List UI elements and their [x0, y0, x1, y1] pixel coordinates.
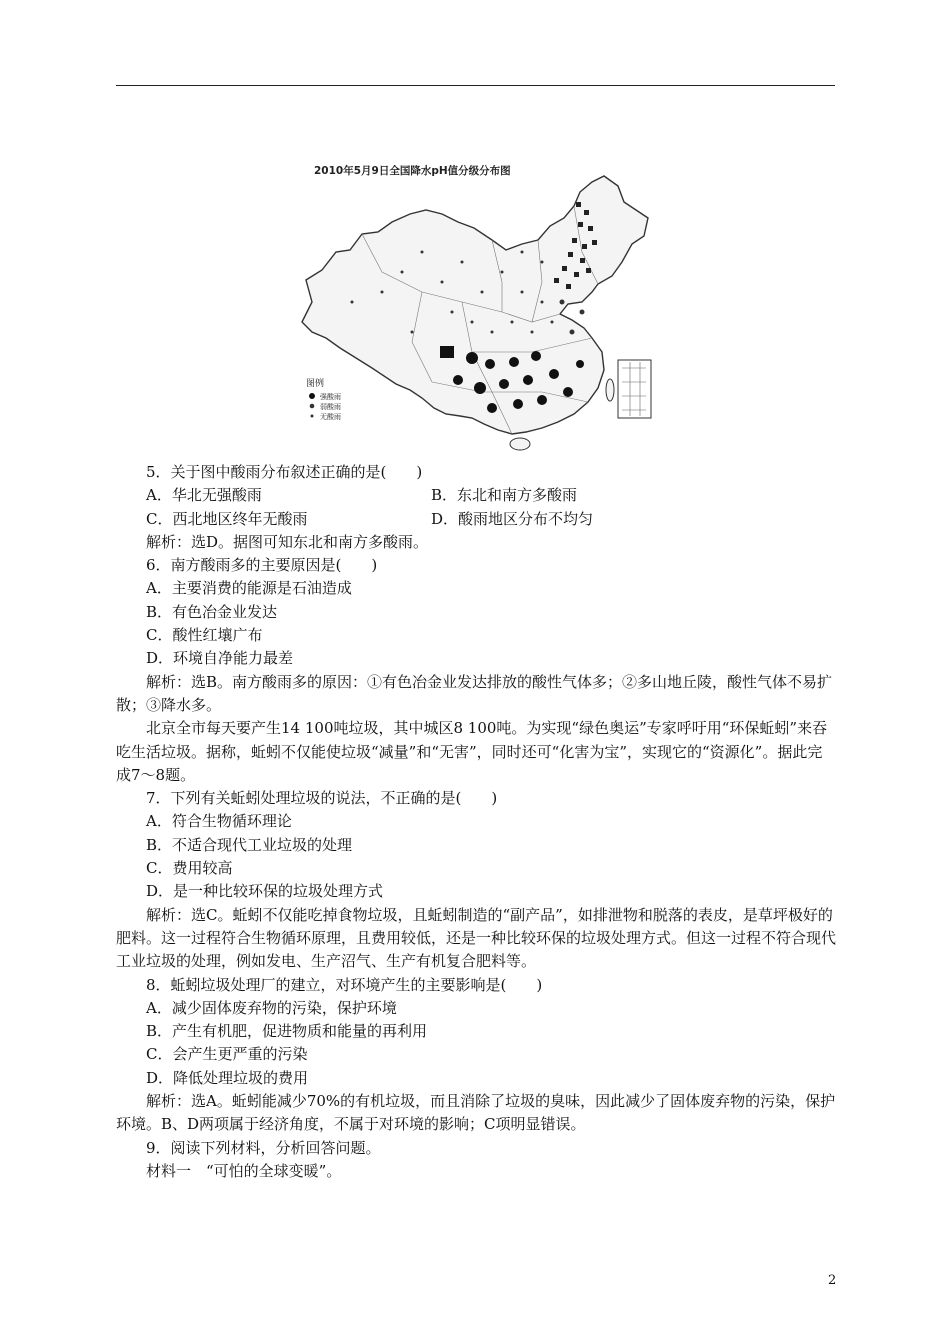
legend-strong-symbol: [309, 393, 315, 399]
q9-material1: 材料一 “可怕的全球变暖”。: [146, 1161, 342, 1180]
q7-option-a: A．符合生物循环理论: [146, 812, 292, 831]
header-rule: [116, 85, 835, 86]
q6-option-b: B．有色冶金业发达: [146, 602, 278, 621]
material-paragraph: 北京全市每天要产生14 100吨垃圾，其中城区8 100吨。为实现“绿色奥运”专家呼吁用“环保蚯蚓”来吞吃生活垃圾。据称，蚯蚓不仅能使垃圾“减量”和“无害”，同时还可“化害为宝”，实现它的“资源化”。据此完成7～8题。: [116, 719, 828, 784]
legend-weak-label: 弱酸雨: [320, 403, 341, 411]
q6-analysis: 解析：选B。南方酸雨多的原因：①有色冶金业发达排放的酸性气体多；②多山地丘陵，酸性气体不易扩散；③降水多。: [116, 672, 833, 714]
legend-strong-label: 强酸雨: [320, 393, 341, 401]
q8-option-c: C．会产生更严重的污染: [146, 1045, 308, 1064]
q5-option-b: B．东北和南方多酸雨: [431, 486, 578, 505]
q8-option-a: A．减少固体废弃物的污染，保护环境: [146, 998, 397, 1017]
q7-stem: 7．下列有关蚯蚓处理垃圾的说法，不正确的是( ): [146, 789, 498, 808]
q5-analysis: 解析：选D。据图可知东北和南方多酸雨。: [146, 532, 429, 551]
q5-option-a: A．华北无强酸雨: [146, 486, 262, 505]
q5-options-row1: [116, 484, 836, 507]
hainan-island: [510, 438, 530, 450]
q8-option-d: D．降低处理垃圾的费用: [146, 1068, 309, 1087]
q6-option-a: A．主要消费的能源是石油造成: [146, 579, 352, 598]
legend-weak-symbol: [310, 404, 315, 409]
taiwan-island: [606, 379, 614, 401]
q5-stem: 5．关于图中酸雨分布叙述正确的是( ): [146, 463, 423, 481]
south-china-sea-inset: [618, 360, 651, 418]
q5-option-c: C．西北地区终年无酸雨: [146, 509, 308, 528]
q8-stem: 8．蚯蚓垃圾处理厂的建立，对环境产生的主要影响是( ): [146, 975, 543, 994]
q8-option-b: B．产生有机肥，促进物质和能量的再利用: [146, 1022, 428, 1041]
q8-analysis: 解析：选A。蚯蚓能减少70%的有机垃圾，而且消除了垃圾的臭味，因此减少了固体废弃物的污染，保护环境。B、D两项属于经济角度，不属于对环境的影响；C项明显错误。: [116, 1092, 836, 1134]
q9-stem: 9．阅读下列材料，分析回答问题。: [146, 1138, 381, 1157]
q7-analysis: 解析：选C。蚯蚓不仅能吃掉食物垃圾，且蚯蚓制造的“副产品”，如排泄物和脱落的表皮，是草坪极好的肥料。这一过程符合生物循环原理，且费用较低，还是一种比较环保的垃圾处理方式。但这一过程不符合现代工业垃圾的处理，例如发电、生产沼气、生产有机复合肥料等。: [116, 905, 837, 971]
q7-option-b: B．不适合现代工业垃圾的处理: [146, 835, 353, 854]
legend-none-label: 无酸雨: [320, 413, 341, 421]
page-number: 2: [828, 1273, 837, 1288]
q5-option-d: D．酸雨地区分布不均匀: [431, 509, 594, 528]
map-title: 2010年5月9日全国降水pH值分级分布图: [314, 165, 511, 177]
acid-rain-map: [292, 152, 654, 460]
q6-option-c: C．酸性红壤广布: [146, 626, 263, 645]
q6-stem: 6．南方酸雨多的主要原因是( ): [146, 556, 378, 575]
legend-title: 图例: [306, 379, 325, 389]
main-text: [116, 461, 836, 1183]
q6-option-d: D．环境自净能力最差: [146, 649, 294, 668]
q5-options-row2: [116, 508, 836, 531]
q7-option-d: D．是一种比较环保的垃圾处理方式: [146, 882, 384, 901]
q7-option-c: C．费用较高: [146, 859, 233, 878]
legend-none-symbol: [311, 415, 314, 418]
